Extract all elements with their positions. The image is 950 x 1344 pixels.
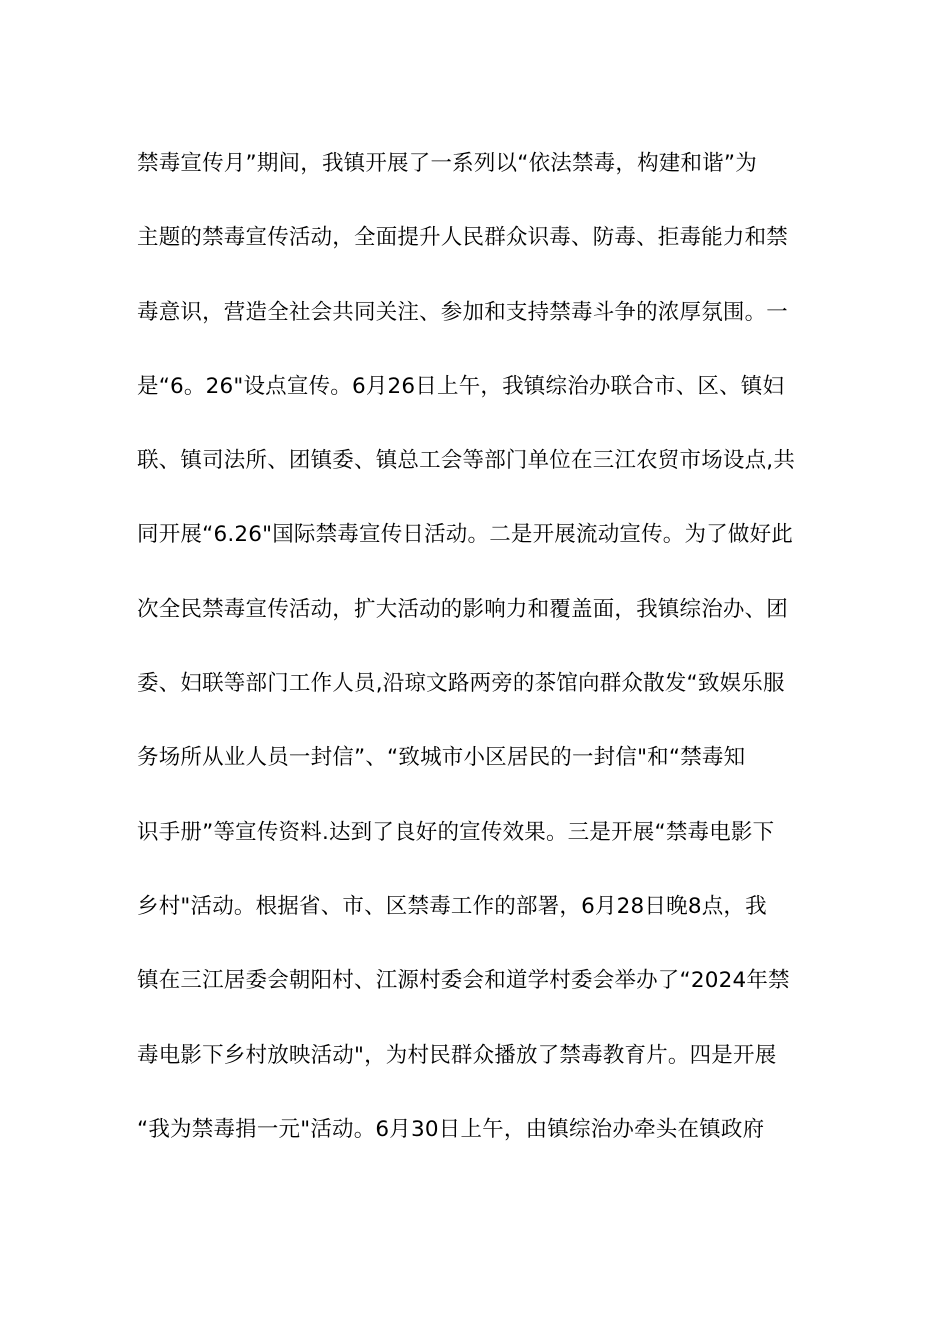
text-line: “我为禁毒捐一元"活动。6月30日上午，由镇综治办牵头在镇政府 <box>137 1116 765 1142</box>
text-line: 识手册”等宣传资料.达到了良好的宣传效果。三是开展“禁毒电影下 <box>137 819 775 845</box>
text-line: 乡村"活动。根据省、市、区禁毒工作的部署，6月28日晚8点，我 <box>137 893 767 919</box>
text-line: 毒电影下乡村放映活动"，为村民群众播放了禁毒教育片。四是开展 <box>137 1042 777 1068</box>
text-line: 次全民禁毒宣传活动，扩大活动的影响力和覆盖面，我镇综治办、团 <box>137 596 789 622</box>
text-line: 主题的禁毒宣传活动，全面提升人民群众识毒、防毒、拒毒能力和禁 <box>137 225 789 251</box>
text-line: 委、妇联等部门工作人员,沿琼文路两旁的茶馆向群众散发“致娱乐服 <box>137 671 785 697</box>
text-line: 是“6。26"设点宣传。6月26日上午，我镇综治办联合市、区、镇妇 <box>137 373 785 399</box>
text-line: 务场所从业人员一封信”、“致城市小区居民的一封信"和“禁毒知 <box>137 745 746 771</box>
text-line: 同开展“6.26"国际禁毒宣传日活动。二是开展流动宣传。为了做好此 <box>137 522 794 548</box>
text-line: 禁毒宣传月”期间，我镇开展了一系列以“依法禁毒，构建和谐”为 <box>137 151 757 176</box>
text-line: 联、镇司法所、团镇委、镇总工会等部门单位在三江农贸市场设点,共 <box>137 448 796 474</box>
body-paragraph <box>137 140 827 1180</box>
text-line: 毒意识，营造全社会共同关注、参加和支持禁毒斗争的浓厚氛围。一 <box>137 299 789 325</box>
text-line: 镇在三江居委会朝阳村、江源村委会和道学村委会举办了“2024年禁 <box>137 968 790 994</box>
